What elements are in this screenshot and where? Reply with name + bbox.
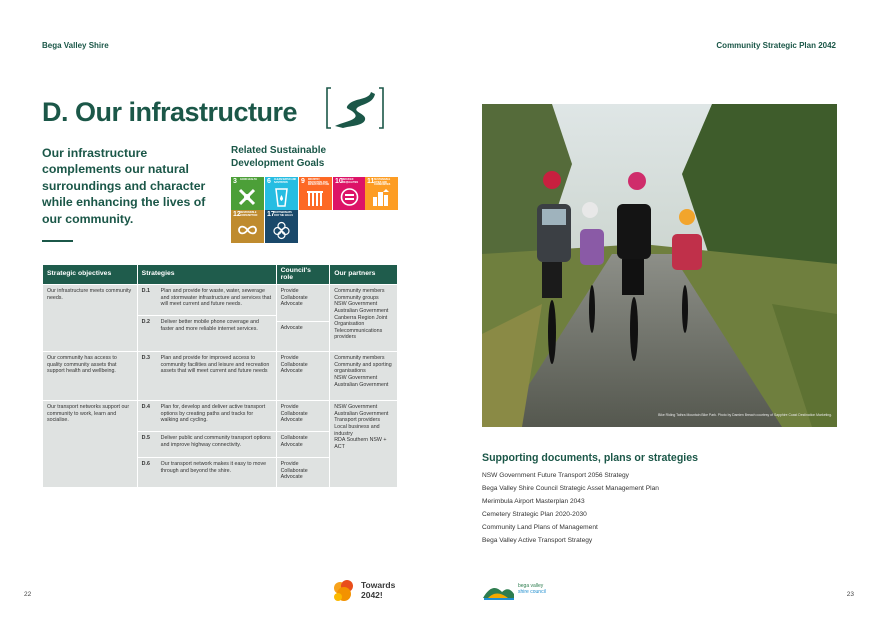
sdg-heading: Related Sustainable Development Goals <box>231 145 327 169</box>
sdg-6-clean-water-tile: 6 CLEAN WATER AND SANITATION <box>265 177 298 210</box>
cycling-photo <box>482 104 837 427</box>
strategy-item: D.3 Plan and provide for improved access to community facilities and leisure and recreation assets that will meet current and future needs <box>141 355 270 375</box>
strategy-item: D.5 Deliver public and community transport options and improve highway connectivity. <box>138 431 276 457</box>
strategy-table <box>42 265 398 487</box>
supporting-docs-title: Supporting documents, plans or strategies <box>482 452 699 464</box>
towards-2042-text: Towards 2042! <box>361 580 396 600</box>
list-item: Cemetery Strategic Plan 2020-2030 <box>482 511 587 518</box>
header-plan-title: Community Strategic Plan 2042 <box>716 41 836 50</box>
objective-cell: Our infrastructure meets community needs. <box>43 284 137 351</box>
infrastructure-icon <box>305 187 326 207</box>
infinity-icon <box>237 220 258 240</box>
lead-statement: Our infrastructure complements our natural surroundings and character while enhancing the lives of our community. <box>42 146 206 226</box>
list-item: Merimbula Airport Masterplan 2043 <box>482 498 585 505</box>
partners-cell: Community members Community groups NSW Government Australian Government Canberra Region Joint Organisation Telecommunications providers <box>330 284 397 351</box>
page-number-left: 22 <box>24 591 32 598</box>
water-glass-icon <box>271 187 292 207</box>
city-icon <box>371 187 392 207</box>
sdg-12-responsible-consumption-tile: 12 RESPONSIBLE CONSUMPTION <box>231 210 264 243</box>
list-item: Bega Valley Shire Council Strategic Asset Management Plan <box>482 485 659 492</box>
list-item: Bega Valley Active Transport Strategy <box>482 537 593 544</box>
svg-text:bega valley: bega valley <box>518 583 544 589</box>
sdg-17-partnerships-tile: 17 PARTNERSHIPS FOR THE GOALS <box>265 210 298 243</box>
table-row <box>43 284 397 351</box>
strategies-cell <box>138 351 276 400</box>
sdg-10-reduced-inequalities-tile: 10 REDUCED INEQUALITIES <box>333 177 366 210</box>
table-row <box>43 351 397 400</box>
strategy-item: D.4 Plan for, develop and deliver active transport options by creating paths and tracks for walking and cycling. <box>141 404 266 424</box>
col-header-partners: Our partners <box>330 265 397 284</box>
role-cell: Provide Collaborate Advocate Advocate <box>277 284 330 351</box>
header-shire-name: Bega Valley Shire <box>42 41 109 50</box>
col-header-objectives: Strategic objectives <box>43 265 137 284</box>
list-item: NSW Government Future Transport 2056 Strategy <box>482 472 629 479</box>
strategies-cell <box>138 400 276 487</box>
list-item: Community Land Plans of Management <box>482 524 598 531</box>
sdg-9-industry-tile: 9 INDUSTRY, INNOVATION AND INFRASTRUCTURE <box>299 177 332 210</box>
bega-valley-council-logo <box>482 578 552 602</box>
partners-cell: NSW Government Australian Government Transport providers Local business and industry RDA Southern NSW + ACT <box>330 400 397 487</box>
table-row <box>43 400 397 487</box>
strategy-item: D.6 Our transport network makes it easy to move through and beyond the shire. <box>138 457 276 487</box>
col-header-strategies: Strategies <box>138 265 276 284</box>
objective-cell: Our transport networks support our community to work, learn and socialise. <box>43 400 137 487</box>
supporting-docs-list <box>482 469 659 547</box>
partners-cell: Community members Community and sporting organisations NSW Government Australian Government <box>330 351 397 400</box>
svg-text:shire council: shire council <box>518 589 546 595</box>
sdg-11-sustainable-cities-tile: 11 SUSTAINABLE CITIES AND COMMUNITIES <box>365 177 398 210</box>
objective-cell: Our community has access to quality community assets that support health and wellbeing. <box>43 351 137 400</box>
sdg-3-good-health-tile: 3 GOOD HEALTH <box>231 177 264 210</box>
table-header-row <box>43 265 397 284</box>
strategy-item: D.1 Plan and provide for waste, water, sewerage and stormwater infrastructure and services that will meet current and future needs. <box>141 288 272 308</box>
partnership-icon <box>271 220 292 240</box>
page-title: D. Our infrastructure <box>42 97 298 127</box>
winding-road-icon <box>325 86 385 130</box>
photo-caption: Bike Riding Tathra Mountain Bike Park. Photo by Damien Breach courtesy of Sapphire Coast Destination Marketing. <box>658 413 832 417</box>
col-header-role: Council's role <box>277 265 330 284</box>
role-cell: Provide Collaborate Advocate Collaborate Advocate Provide Collaborate Advocate <box>277 400 330 487</box>
role-cell: Provide Collaborate Advocate <box>277 351 330 400</box>
health-icon <box>237 187 258 207</box>
right-page <box>439 0 878 620</box>
strategies-cell <box>138 284 276 351</box>
equality-icon <box>339 187 360 207</box>
strategy-item: D.2 Deliver better mobile phone coverage and faster and more reliable internet services. <box>138 315 276 345</box>
page-number-right: 23 <box>846 591 854 598</box>
lead-rule <box>42 240 73 242</box>
